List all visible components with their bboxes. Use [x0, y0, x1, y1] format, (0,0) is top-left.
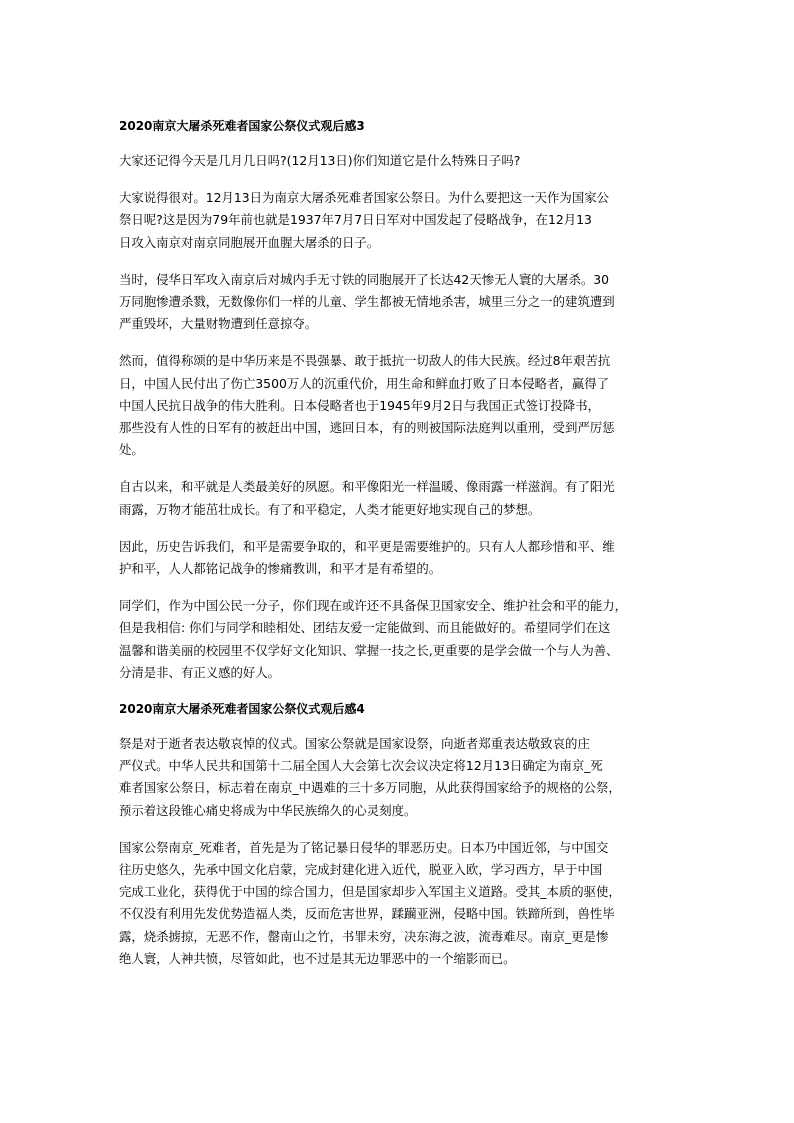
paragraph — [119, 476, 679, 520]
paragraph-line: 当时，侵华日军攻入南京后对城内手无寸铁的同胞展开了长达42天惨无人寰的大屠杀。30 — [119, 271, 609, 287]
paragraph — [119, 350, 679, 461]
paragraph — [119, 595, 679, 684]
paragraph-line: 护和平，人人都铭记战争的惨痛教训，和平才是有希望的。 — [119, 561, 442, 577]
paragraph-line: 绝人寰，人神共愤，尽管如此，也不过是其无边罪恶中的一个缩影而已。 — [119, 950, 516, 966]
paragraph-line: 中国人民抗日战争的伟大胜利。日本侵略者也于1945年9月2日与我国正式签订投降书， — [119, 397, 600, 413]
paragraph-line: 温馨和谐美丽的校园里不仅学好文化知识、掌握一技之长,更重要的是学会做一个与人为善、 — [119, 642, 619, 658]
paragraph-line: 但是我相信: 你们与同学和睦相处、团结友爱一定能做到、而且能做好的。希望同学们在这 — [119, 620, 611, 636]
paragraph-line: 祭日呢?这是因为79年前也就是1937年7月7日日军对中国发起了侵略战争，在12月13 — [119, 212, 592, 228]
paragraph — [119, 269, 679, 336]
section-heading: 2020南京大屠杀死难者国家公祭仪式观后感3 — [119, 119, 365, 133]
paragraph-line: 祭是对于逝者表达敬哀悼的仪式。国家公祭就是国家设祭，向逝者郑重表达敬致哀的庄 — [119, 736, 590, 752]
paragraph-line: 预示着这段锥心痛史将成为中华民族绵久的心灵刻度。 — [119, 802, 417, 818]
paragraph-line: 大家说得很对。12月13日为南京大屠杀死难者国家公祭日。为什么要把这一天作为国家公 — [119, 190, 609, 206]
paragraph — [119, 536, 679, 580]
paragraph-line: 同学们，作为中国公民一分子，你们现在或许还不具备保卫国家安全、维护社会和平的能力， — [119, 598, 628, 614]
paragraph-line: 日，中国人民付出了伤亡3500万人的沉重代价，用生命和鲜血打败了日本侵略者，赢得了 — [119, 375, 609, 391]
paragraph-line: 不仅没有利用先发优势造福人类，反而危害世界，蹂躏亚洲，侵略中国。铁蹄所到，兽性毕 — [119, 906, 615, 922]
paragraph-line: 自古以来，和平就是人类最美好的夙愿。和平像阳光一样温暖、像雨露一样滋润。有了阳光 — [119, 479, 615, 495]
paragraph-line: 大家还记得今天是几月几日吗?(12月13日)你们知道它是什么特殊日子吗? — [119, 153, 521, 168]
paragraph — [119, 733, 679, 822]
paragraph — [119, 187, 679, 254]
paragraph-line: 严重毁坏，大量财物遭到任意掠夺。 — [119, 316, 318, 332]
paragraph-line: 露，烧杀掳掠，无恶不作，罄南山之竹，书罪未穷，决东海之波，流毒难尽。南京_更是惨 — [119, 928, 609, 944]
paragraph-line: 因此，历史告诉我们，和平是需要争取的，和平更是需要维护的。只有人人都珍惜和平、维 — [119, 538, 615, 554]
paragraph-line: 那些没有人性的日军有的被赶出中国，逃回日本，有的则被国际法庭判以重刑，受到严厉惩 — [119, 420, 615, 436]
paragraph-line: 国家公祭南京_死难者，首先是为了铭记暴日侵华的罪恶历史。日本乃中国近邻，与中国交 — [119, 839, 609, 855]
paragraph — [119, 837, 679, 970]
paragraph-line: 难者国家公祭日，标志着在南京_中遇难的三十多万同胞，从此获得国家给予的规格的公祭， — [119, 780, 621, 796]
paragraph-line: 严仪式。中华人民共和国第十二届全国人大会第七次会议决定将12月13日确定为南京_死 — [119, 758, 603, 774]
paragraph-line: 处。 — [119, 442, 144, 458]
paragraph-line: 往历史悠久，先承中国文化启蒙，完成封建化进入近代，脱亚入欧，学习西方，早于中国 — [119, 862, 603, 878]
document-body — [119, 116, 679, 985]
paragraph-line: 然而，值得称颂的是中华历来是不畏强暴、敢于抵抗一切敌人的伟大民族。经过8年艰苦抗 — [119, 353, 611, 369]
paragraph — [119, 150, 679, 172]
section-heading: 2020南京大屠杀死难者国家公祭仪式观后感4 — [119, 702, 365, 717]
paragraph-line: 万同胞惨遭杀戮，无数像你们一样的儿童、学生都被无情地杀害，城里三分之一的建筑遭到 — [119, 294, 615, 310]
paragraph-line: 雨露，万物才能茁壮成长。有了和平稳定，人类才能更好地实现自己的梦想。 — [119, 501, 541, 517]
paragraph-line: 分清是非、有正义感的好人。 — [119, 664, 281, 680]
paragraph-line: 日攻入南京对南京同胞展开血腥大屠杀的日子。 — [119, 234, 380, 250]
paragraph-line: 完成工业化，获得优于中国的综合国力，但是国家却步入军国主义道路。受其_本质的驱使， — [119, 884, 621, 900]
